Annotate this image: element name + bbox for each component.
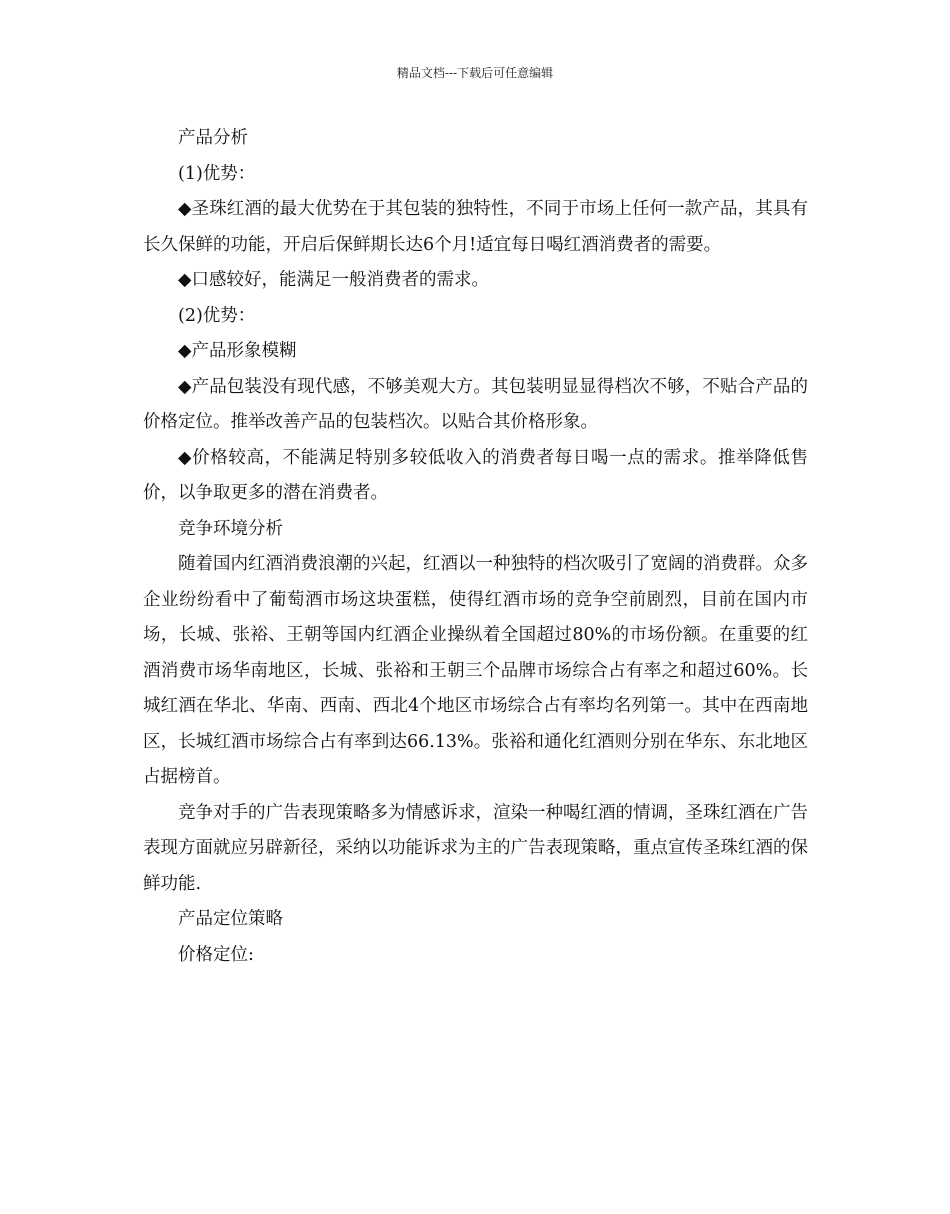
paragraph: ◆价格较高，不能满足特别多较低收入的消费者每日喝一点的需求。推举降低售价，以争取更多的潜在消费者。	[143, 447, 808, 503]
paragraph: ◆口感较好，能满足一般消费者的需求。	[178, 270, 489, 290]
subheading-price-positioning: 价格定位:	[178, 944, 254, 965]
paragraph: 随着国内红酒消费浪潮的兴起，红酒以一种独特的档次吸引了宽阔的消费群。众多企业纷纷看中了葡萄酒市场这块蛋糕，使得红酒市场的竞争空前剧烈，目前在国内市场，长城、张裕、王朝等国内红酒企业操纵着全国超过80%的市场份额。在重要的红酒消费市场华南地区，长城、张裕和王朝三个品牌市场综合占有率之和超过60%。长城红酒在华北、华南、西南、西北4个地区市场综合占有率均名列第一。其中在西南地区，长城红酒市场综合占有率到达66.13%。张裕和通化红酒则分别在华东、东北地区占据榜首。	[143, 554, 808, 787]
section-heading-product-analysis: 产品分析	[178, 128, 248, 148]
paragraph: ◆圣珠红酒的最大优势在于其包装的独特性，不同于市场上任何一款产品，其具有长久保鲜的功能，开启后保鲜期长达6个月!适宜每日喝红酒消费者的需要。	[143, 199, 808, 255]
subheading-advantages-1: (1)优势：	[178, 163, 256, 184]
page-header: 精品文档---下载后可任意编辑	[396, 66, 554, 80]
document-body	[143, 121, 808, 973]
paragraph: 竞争对手的广告表现策略多为情感诉求，渲染一种喝红酒的情调，圣珠红酒在广告表现方面就应另辟新径，采纳以功能诉求为主的广告表现策略，重点宣传圣珠红酒的保鲜功能.	[143, 802, 808, 894]
paragraph: ◆产品包装没有现代感，不够美观大方。其包装明显显得档次不够，不贴合产品的价格定位。推举改善产品的包装档次。以贴合其价格形象。	[143, 376, 808, 432]
section-heading-positioning: 产品定位策略	[178, 909, 283, 929]
section-heading-competition: 竞争环境分析	[178, 518, 283, 539]
subheading-advantages-2: (2)优势：	[178, 305, 256, 326]
paragraph: ◆产品形象模糊	[178, 341, 297, 361]
